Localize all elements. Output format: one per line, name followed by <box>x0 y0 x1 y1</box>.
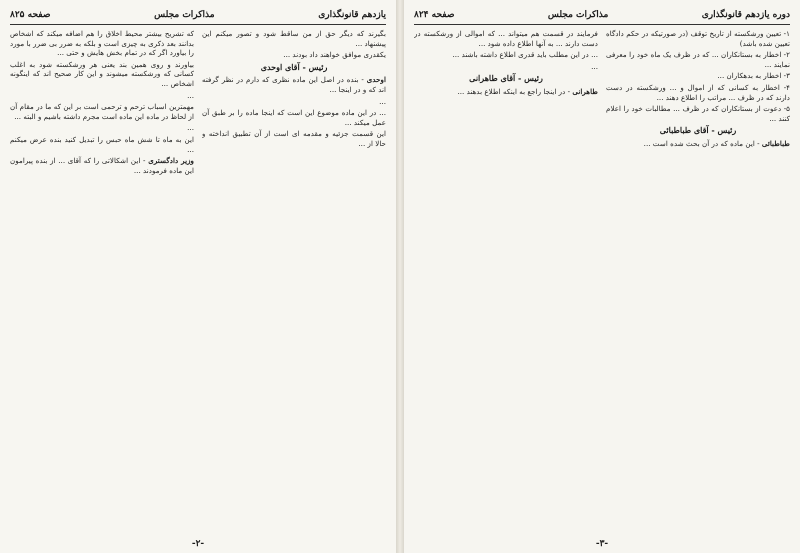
left-page-session-label: یازدهم قانونگذاری <box>318 10 386 20</box>
speaker-heading: رئیس - آقای طباطبائی <box>659 125 737 136</box>
section-text: این اشکالاتی را که آقای ... از بنده پیرامون این ماده فرمودند ... <box>10 156 194 175</box>
right-page-header <box>414 8 790 25</box>
left-page-header <box>10 8 386 25</box>
speaker-name: طباطبائی <box>761 138 790 148</box>
speaker-heading: رئیس - آقای طاهرانی <box>469 73 543 84</box>
book-gutter <box>396 0 404 553</box>
section-title: وزیر دادگستری <box>148 156 194 166</box>
speaker-text: این ماده که در آن بحث شده است ... <box>643 138 755 148</box>
left-page <box>0 0 396 553</box>
left-page-col-left <box>10 29 194 534</box>
speaker-paragraph: طاهرانی - در اینجا راجع به اینکه اطلاع بدهند ... <box>457 86 598 96</box>
list-item: ۲- اخطار به بستانکاران ... که در ظرف یک ماه خود را معرفی نمایند ... <box>606 50 790 69</box>
list-item: ۳- اخطار به بدهکاران ... <box>717 71 790 81</box>
paragraph: ... در این ماده موضوع این است که اینجا ماده را بر طبق آن عمل میکند ... <box>202 108 386 127</box>
left-page-columns <box>10 29 386 534</box>
speaker-name: طاهرانی <box>572 86 598 96</box>
left-page-number: صفحه ۸۲۵ <box>10 10 51 20</box>
paragraph: ... <box>591 61 598 71</box>
paragraph: این قسمت جزئیه و مقدمه ای است از آن تطبیق انداخته و حالا از ... <box>202 129 386 148</box>
left-page-col-right <box>202 29 386 534</box>
speaker-paragraph: اوحدی - بنده در اصل این ماده نظری که دارم در نظر گرفته اند که و در اینجا ... <box>202 75 386 94</box>
paragraph: ... <box>187 90 194 100</box>
paragraph: بیاورند و روی همین بند یعنی هر ورشکسته شود به اغلب کسانی که ورشکسته میشوند و این کار صحیح اند که اینگونه اشخاص ... <box>10 59 194 88</box>
paragraph: مهمترین اسباب ترحم و ترحمی است بر این که ما در مقام آن از لحاظ در ماده این ماده است مجرم داشته باشیم و البته ... <box>10 102 194 121</box>
right-page-session-label: دوره یازدهم قانونگذاری <box>701 10 790 20</box>
paragraph: یکقدری موافق خواهند داد بودند ... <box>283 50 386 60</box>
right-page-number: صفحه ۸۲۴ <box>414 10 455 20</box>
right-page <box>404 0 800 553</box>
list-item: ۵- دعوت از بستانکاران که در ظرف ... مطالبات خود را اعلام کنند ... <box>606 104 790 123</box>
left-page-footer: -۲- <box>191 539 205 549</box>
right-page-footer: -۳- <box>595 539 609 549</box>
paragraph: بگیرند که دیگر حق از من ساقط شود و تصور میکنم این پیشنهاد ... <box>202 29 386 48</box>
right-page-col-right <box>606 29 790 534</box>
paragraph: ... در این مطلب باید قدری اطلاع داشته باشند ... <box>452 50 598 60</box>
paragraph: فرمایند در قسمت هم میتواند ... که اموالی از ورشکسته در دست دارند ... به آنها اطلاع داده شود ... <box>414 29 598 48</box>
right-page-columns <box>414 29 790 534</box>
list-item: ۴- اخطار به کسانی که از اموال و ... ورشکسته در دست دارند که در ظرف ... مراتب را اطلاع دهند ... <box>606 82 790 102</box>
speaker-text: بنده در اصل این ماده نظری که دارم در نظر گرفته اند که و در اینجا ... <box>202 75 386 94</box>
speaker-text: در اینجا راجع به اینکه اطلاع بدهند ... <box>457 86 566 96</box>
right-page-col-left <box>414 29 598 534</box>
list-item: ۱- تعیین ورشکسته از تاریخ توقف (در صورتیکه در حکم دادگاه تعیین شده باشد) <box>606 29 790 48</box>
paragraph: ... <box>379 96 386 106</box>
paragraph: ... <box>187 123 194 133</box>
speaker-heading: رئیس - آقای اوحدی <box>260 61 328 72</box>
left-page-title: مذاکرات مجلس <box>154 10 215 20</box>
speaker-paragraph: طباطبائی - این ماده که در آن بحث شده است ... <box>643 138 790 148</box>
section-paragraph: وزیر دادگستری - این اشکالاتی را که آقای ... از بنده پیرامون این ماده فرمودند ... <box>10 156 194 175</box>
right-page-title: مذاکرات مجلس <box>547 10 609 20</box>
speaker-name: اوحدی <box>366 75 386 85</box>
paragraph: که تشریح بیشتر محیط اخلاق را هم اضافه میکند که اشخاص بدانند بعد ذکری به چیزی است و بلکه به ضرر بی ضرر با مورد را بیاورد اگر که در تمام بخش هایش و حتی ... <box>10 29 194 58</box>
paragraph: اين به ماه تا شش ماه حبس را تبديل كنيد بنده عرض ميكنم ... <box>10 134 194 154</box>
